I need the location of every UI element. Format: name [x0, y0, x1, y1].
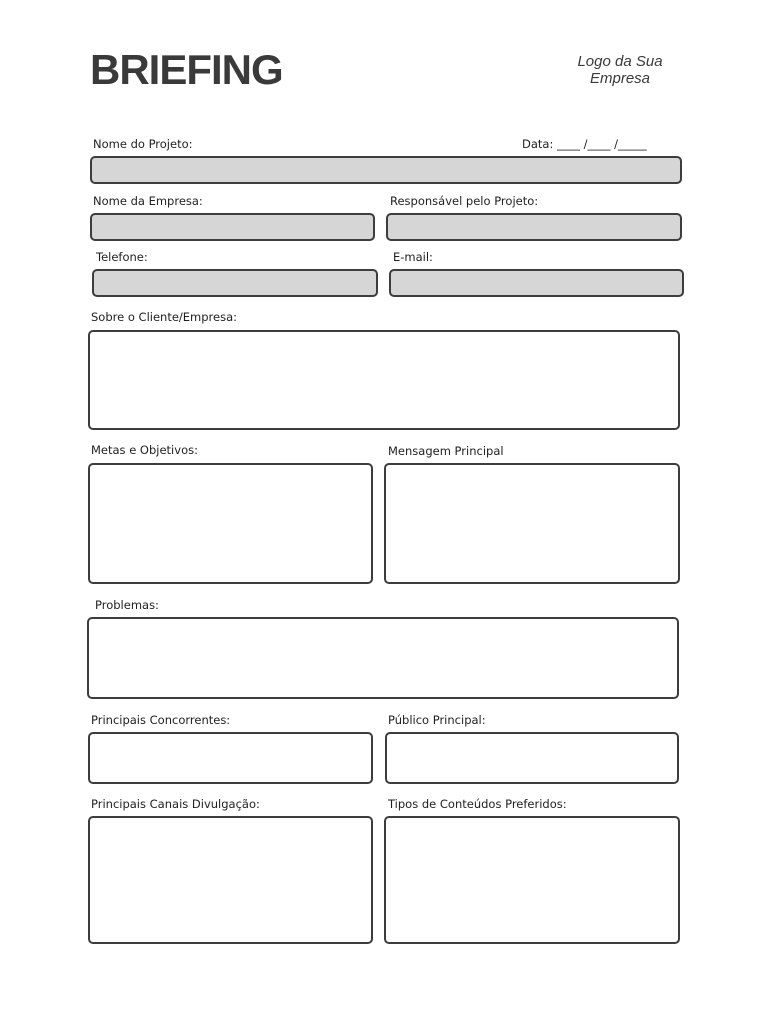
responsible-label: Responsável pelo Projeto: [390, 194, 539, 208]
competitors-label: Principais Concorrentes: [91, 713, 231, 727]
project-name-label: Nome do Projeto: [93, 137, 193, 151]
email-field[interactable] [389, 269, 684, 297]
content-types-textarea[interactable] [384, 816, 680, 944]
problems-textarea[interactable] [87, 617, 679, 699]
page-title: BRIEFING [90, 46, 283, 93]
content-types-label: Tipos de Conteúdos Preferidos: [388, 797, 567, 811]
project-name-field[interactable] [90, 156, 682, 184]
audience-label: Público Principal: [388, 713, 486, 727]
goals-textarea[interactable] [88, 463, 373, 584]
logo-placeholder [560, 53, 680, 87]
logo-line-2: Empresa [589, 70, 651, 87]
main-message-label: Mensagem Principal [388, 444, 504, 458]
logo-line-1: Logo da Sua [577, 53, 663, 70]
audience-textarea[interactable] [385, 732, 679, 784]
responsible-field[interactable] [386, 213, 682, 241]
company-name-field[interactable] [90, 213, 375, 241]
company-name-label: Nome da Empresa: [93, 194, 203, 208]
goals-label: Metas e Objetivos: [91, 443, 198, 457]
phone-label: Telefone: [96, 250, 148, 264]
date-label: Data: ____ /____ /_____ [522, 137, 647, 151]
channels-label: Principais Canais Divulgação: [91, 797, 260, 811]
about-label: Sobre o Cliente/Empresa: [91, 310, 238, 324]
problems-label: Problemas: [95, 598, 159, 612]
phone-field[interactable] [92, 269, 378, 297]
main-message-textarea[interactable] [384, 463, 680, 584]
about-textarea[interactable] [88, 330, 680, 430]
email-label: E-mail: [393, 250, 433, 264]
competitors-textarea[interactable] [88, 732, 373, 784]
channels-textarea[interactable] [88, 816, 373, 944]
